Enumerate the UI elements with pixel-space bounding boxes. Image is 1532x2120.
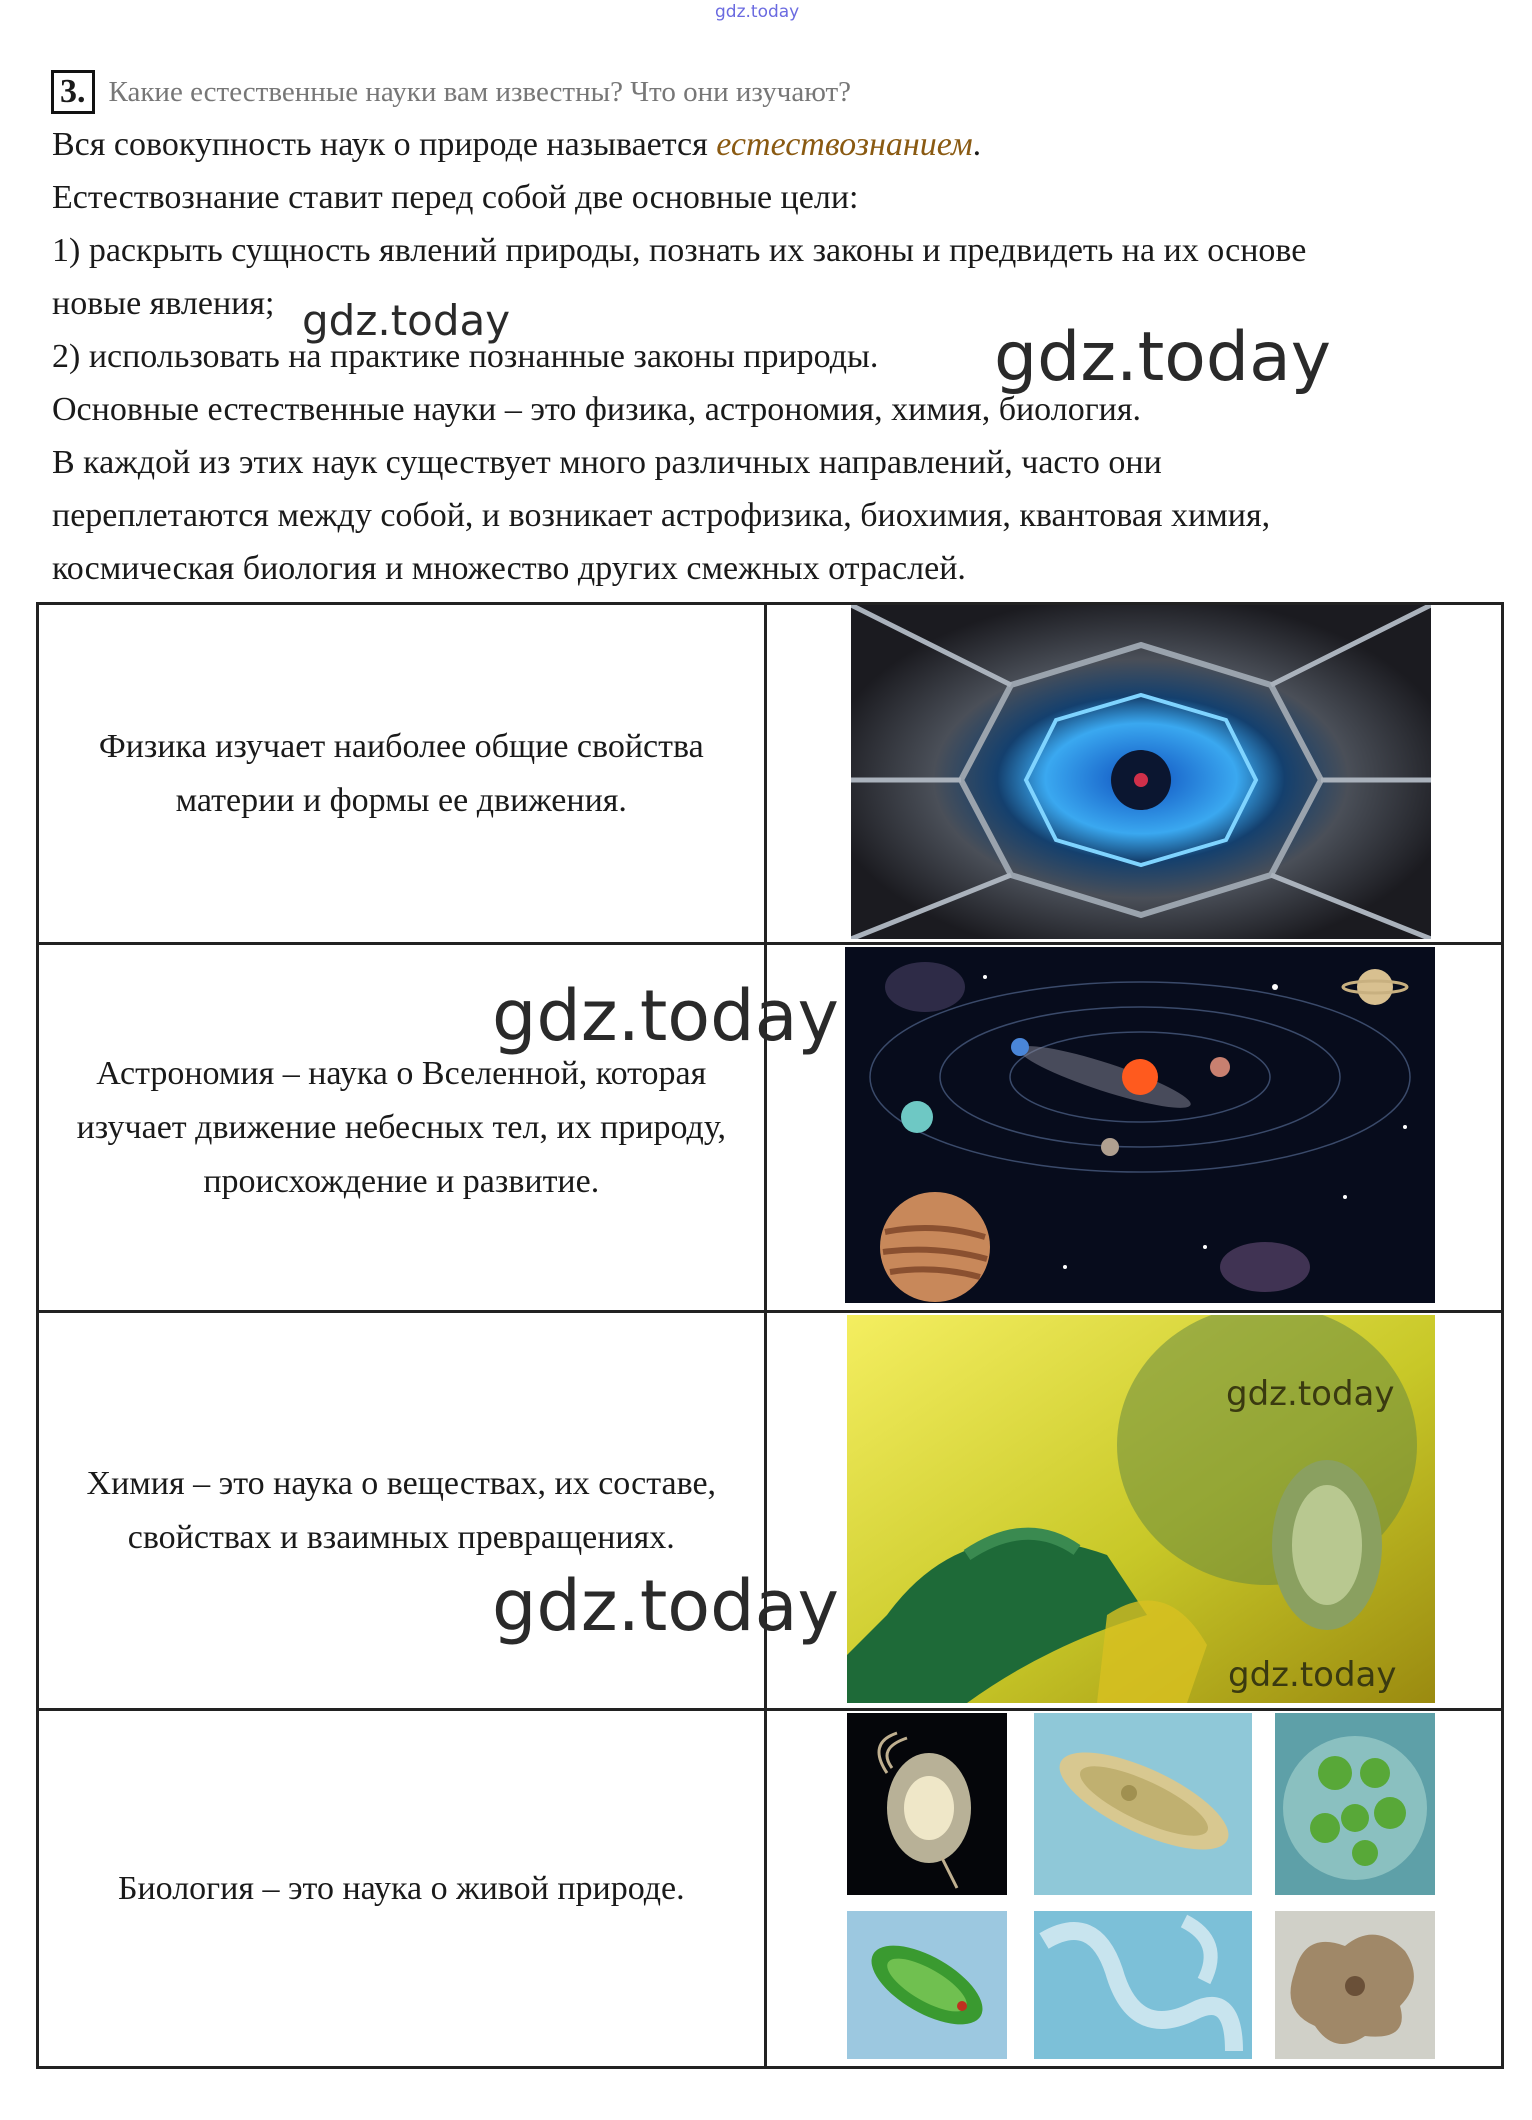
solar-system-image xyxy=(845,947,1435,1303)
euglena-image xyxy=(847,1911,1007,2059)
astronomy-description: Астрономия – наука о Вселенной, которая изучает движение небесных тел, их природу, происхождение и развитие. xyxy=(38,944,766,1312)
watermark: gdz.today xyxy=(994,318,1331,397)
chemistry-description: Химия – это наука о веществах, их составе, свойствах и взаимных превращениях. xyxy=(38,1312,766,1710)
biology-image-cell xyxy=(765,1710,1502,2068)
sciences-table xyxy=(36,602,1504,2069)
top-watermark: gdz.today xyxy=(715,2,800,22)
physics-description: Физика изучает наиболее общие свойства материи и формы ее движения. xyxy=(38,604,766,944)
astronomy-image-cell xyxy=(765,944,1502,1312)
amoeba-image xyxy=(1275,1911,1435,2059)
paragraph-branches-line-1: В каждой из этих наук существует много различных направлений, часто они xyxy=(52,444,1162,481)
paragraph-main-sciences: Основные естественные науки – это физика, астрономия, химия, биология. xyxy=(52,391,1141,428)
question-number: 3. xyxy=(51,70,95,114)
daphnia-image xyxy=(847,1713,1007,1895)
biology-description: Биология – это наука о живой природе. xyxy=(38,1710,766,2068)
paragraph-definition xyxy=(52,118,981,171)
watermark: gdz.today xyxy=(1228,1655,1397,1695)
nematode-image xyxy=(1034,1911,1252,2059)
watermark: gdz.today xyxy=(492,1565,839,1647)
highlighted-term: естествознанием xyxy=(716,126,973,163)
volvox-image xyxy=(1275,1713,1435,1895)
table-row-physics xyxy=(38,604,1503,944)
definition-end: . xyxy=(972,126,982,163)
paramecium-image xyxy=(1034,1713,1252,1895)
particle-collider-image xyxy=(851,605,1431,939)
paragraph-branches-line-2: переплетаются между собой, и возникает астрофизика, биохимия, квантовая химия, xyxy=(52,497,1271,534)
table-row-biology xyxy=(38,1710,1503,2068)
paragraph-goal-1-line-2: новые явления; xyxy=(52,285,275,322)
physics-image-cell xyxy=(765,604,1502,944)
watermark: gdz.today xyxy=(302,296,511,345)
paragraph-branches-line-3: космическая биология и множество других смежных отраслей. xyxy=(52,550,966,587)
watermark: gdz.today xyxy=(492,975,839,1057)
paragraph-goal-2: 2) использовать на практике познанные законы природы. xyxy=(52,338,879,375)
question-header xyxy=(51,70,851,114)
definition-text: Вся совокупность наук о природе называется xyxy=(52,126,717,163)
chemistry-image-cell xyxy=(765,1312,1502,1710)
question-text: Какие естественные науки вам известны? Что они изучают? xyxy=(108,75,852,108)
paragraph-goals-intro: Естествознание ставит перед собой две основные цели: xyxy=(52,179,859,216)
table-row-chemistry xyxy=(38,1312,1503,1710)
watermark: gdz.today xyxy=(1226,1374,1395,1414)
paragraph-goal-1-line-1: 1) раскрыть сущность явлений природы, познать их законы и предвидеть на их основе xyxy=(52,232,1307,269)
